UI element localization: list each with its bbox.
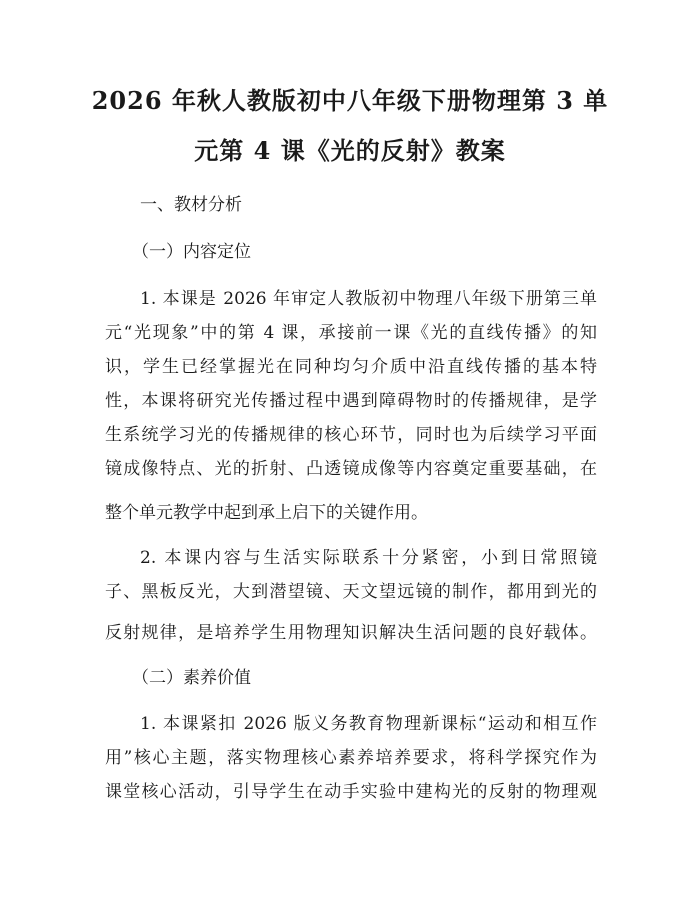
paragraph-line: 2. 本课内容与生活实际联系十分紧密，小到日常照镜 xyxy=(140,548,597,568)
paragraph-line: 反射规律，是培养学生用物理知识解决生活问题的良好载体。 xyxy=(105,623,597,643)
paragraph-line: 识，学生已经掌握光在同种均匀介质中沿直线传播的基本特 xyxy=(105,357,597,377)
paragraph-line: 镜成像特点、光的折射、凸透镜成像等内容奠定重要基础，在 xyxy=(105,459,597,479)
paragraph-line: 生系统学习光的传播规律的核心环节，同时也为后续学习平面 xyxy=(105,425,597,445)
subsection-heading-literacy-value: （二）素养价值 xyxy=(132,668,251,688)
subsection-heading-content-positioning: （一）内容定位 xyxy=(132,242,251,262)
paragraph-line: 整个单元教学中起到承上启下的关键作用。 xyxy=(105,503,428,523)
paragraph-line: 课堂核心活动，引导学生在动手实验中建构光的反射的物理观 xyxy=(105,782,597,802)
document-title-line-1: 2026 年秋人教版初中八年级下册物理第 3 单 xyxy=(91,86,609,115)
paragraph-line: 1. 本课是 2026 年审定人教版初中物理八年级下册第三单 xyxy=(140,289,597,309)
paragraph-line: 1. 本课紧扣 2026 版义务教育物理新课标“运动和相互作 xyxy=(140,714,597,734)
document-title-line-2: 元第 4 课《光的反射》教案 xyxy=(194,136,506,165)
paragraph-line: 用”核心主题，落实物理核心素养培养要求，将科学探究作为 xyxy=(105,748,597,768)
section-heading-teaching-material-analysis: 一、教材分析 xyxy=(140,195,242,215)
paragraph-line: 性，本课将研究光传播过程中遇到障碍物时的传播规律，是学 xyxy=(105,391,597,411)
paragraph-line: 元“光现象”中的第 4 课，承接前一课《光的直线传播》的知 xyxy=(105,323,597,343)
paragraph-line: 子、黑板反光，大到潜望镜、天文望远镜的制作，都用到光的 xyxy=(105,582,597,602)
